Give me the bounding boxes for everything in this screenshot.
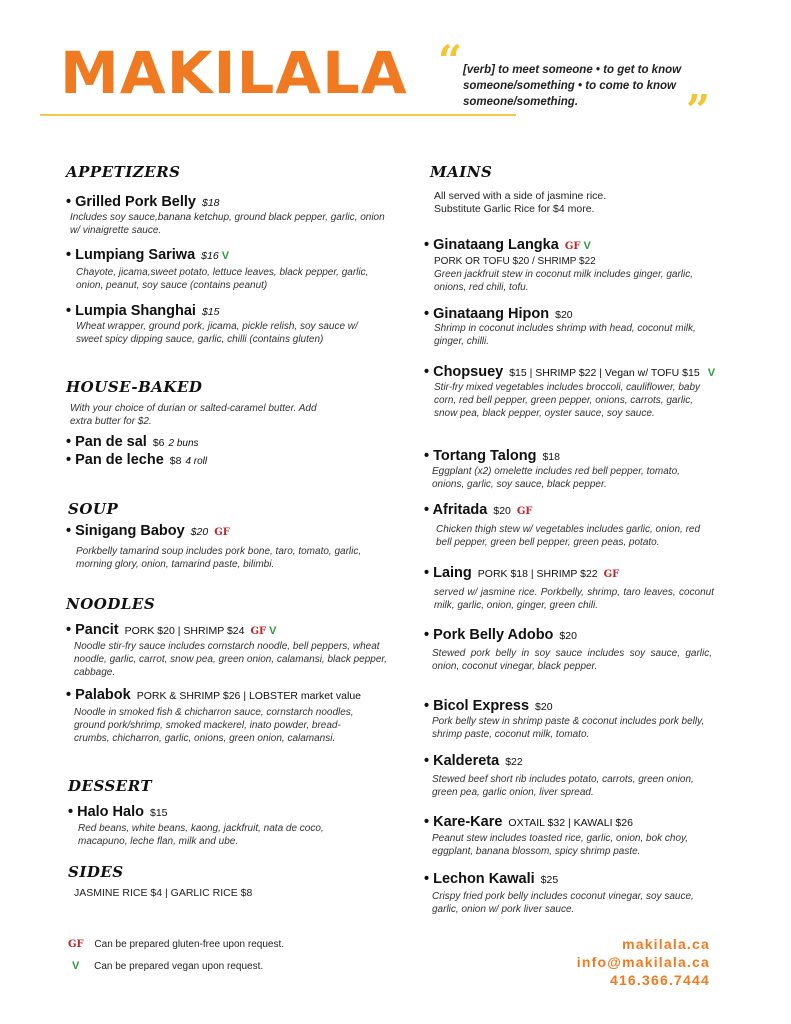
section-title-soup: SOUP bbox=[68, 500, 119, 518]
item-price: $20 bbox=[559, 630, 577, 642]
item-description: Wheat wrapper, ground pork, jicama, pickle relish, soy sauce w/ sweet spicy dipping sauce, garlic, chilli (contains gluten) bbox=[76, 321, 358, 345]
vegan-badge: V bbox=[221, 250, 230, 262]
section-title-mains: MAINS bbox=[430, 163, 493, 181]
mains-intro: All served with a side of jasmine rice. Substitute Garlic Rice for $4 more. bbox=[434, 190, 607, 215]
item-price: $16 bbox=[201, 250, 219, 262]
item-description: Noodle in smoked fish & chicharron sauce, cornstarch noodles, ground pork/shrimp, smoked mackerel, inato powder, bread- crumbs, chicharron, garlic, onions, green onion, calamansi. bbox=[74, 707, 354, 744]
menu-item-pan-de-leche: • Pan de leche $8 4 roll bbox=[66, 452, 208, 468]
item-price: $18 bbox=[542, 451, 560, 463]
item-note: 4 roll bbox=[185, 456, 208, 467]
menu-item-tortang-talong: • Tortang Talong $18 bbox=[424, 448, 560, 464]
menu-item-sinigang-baboy: • Sinigang Baboy $20 GF bbox=[66, 523, 230, 539]
menu-item-afritada: • Afritada $20 GF bbox=[424, 502, 533, 518]
section-title-noodles: NOODLES bbox=[66, 595, 156, 613]
item-price: $20 bbox=[190, 526, 209, 538]
item-description: Shrimp in coconut includes shrimp with head, coconut milk, ginger, chilli. bbox=[434, 323, 696, 347]
item-description: Includes soy sauce,banana ketchup, ground black pepper, garlic, onion w/ vinaigrette sauce. bbox=[70, 212, 385, 236]
item-price: PORK & SHRIMP $26 | LOBSTER market value bbox=[136, 690, 361, 702]
item-price: $6 bbox=[152, 437, 165, 449]
sides-list: JASMINE RICE $4 | GARLIC RICE $8 bbox=[74, 887, 253, 899]
item-note: 2 buns bbox=[168, 438, 199, 449]
item-price: $20 bbox=[535, 701, 553, 713]
item-description: Green jackfruit stew in coconut milk includes ginger, garlic, onions, red chili, tofu. bbox=[434, 269, 694, 293]
item-price: PORK $18 | SHRIMP $22 bbox=[477, 568, 598, 580]
contact-block bbox=[500, 935, 710, 989]
menu-item-pancit: • Pancit PORK $20 | SHRIMP $24 GF V bbox=[66, 622, 277, 638]
header-divider bbox=[40, 114, 516, 116]
gluten-free-badge: GF bbox=[516, 506, 533, 517]
item-description: Chayote, jicama,sweet potato, lettuce leaves, black pepper, garlic, onion, peanut, soy sauce (contains peanut) bbox=[76, 267, 369, 291]
item-price: $15 bbox=[149, 807, 168, 819]
vegan-badge: V bbox=[707, 367, 716, 379]
item-description: Pork belly stew in shrimp paste & coconut includes pork belly, shrimp paste, coconut milk, tomato. bbox=[432, 716, 705, 740]
item-price: $18 bbox=[201, 197, 220, 209]
menu-item-bicol-express: • Bicol Express $20 bbox=[424, 698, 553, 714]
item-description: Porkbelly tamarind soup includes pork bone, taro, tomato, garlic, morning glory, onion, tamarind paste, bilimbi. bbox=[76, 546, 362, 570]
menu-item-ginataang-hipon: • Ginataang Hipon $20 bbox=[424, 306, 573, 322]
menu-item-pork-belly-adobo: • Pork Belly Adobo $20 bbox=[424, 627, 577, 643]
gluten-free-badge: GF bbox=[68, 939, 84, 950]
menu-item-ginataang-langka: • Ginataang Langka GF V bbox=[424, 237, 591, 253]
quote-open-mark: “ bbox=[438, 36, 463, 85]
menu-item-halo-halo: • Halo Halo $15 bbox=[68, 804, 168, 820]
vegan-badge: V bbox=[269, 625, 277, 637]
menu-item-lumpia-shanghai: • Lumpia Shanghai $15 bbox=[66, 303, 220, 319]
item-description: Stewed pork belly in soy sauce includes soy sauce, garlic, onion, coconut vinegar, black pepper. bbox=[432, 648, 712, 672]
house-baked-intro: With your choice of durian or salted-caramel butter. Add extra butter for $2. bbox=[70, 403, 317, 427]
item-description: Stir-fry mixed vegetables includes broccoli, cauliflower, baby corn, red bell pepper, green pepper, onions, carrots, garlic, snow pea, black pepper, oyster sauce, soy sauce. bbox=[434, 382, 701, 419]
item-options: PORK OR TOFU $20 / SHRIMP $22 bbox=[434, 256, 596, 267]
menu-item-chopsuey: • Chopsuey $15 | SHRIMP $22 | Vegan w/ TOFU $15 V bbox=[424, 364, 716, 380]
section-title-dessert: DESSERT bbox=[68, 777, 153, 795]
gluten-free-badge: GF bbox=[603, 569, 620, 580]
item-price: $22 bbox=[505, 756, 523, 768]
vegan-badge: V bbox=[72, 960, 80, 972]
item-description: Eggplant (x2) omelette includes red bell pepper, tomato, onions, garlic, soy sauce, black pepper. bbox=[432, 466, 680, 490]
section-title-sides: SIDES bbox=[68, 863, 124, 881]
menu-item-palabok: • Palabok PORK & SHRIMP $26 | LOBSTER market value bbox=[66, 687, 361, 703]
quote-close-mark: ” bbox=[686, 86, 711, 135]
item-description: served w/ jasmine rice. Porkbelly, shrimp, taro leaves, coconut milk, garlic, onion, ginger, green chili. bbox=[434, 587, 714, 611]
item-description: Peanut stew includes toasted rice, garlic, onion, bok choy, eggplant, banana blossom, spicy shrimp paste. bbox=[432, 833, 689, 857]
item-price: PORK $20 | SHRIMP $24 bbox=[124, 625, 245, 637]
menu-item-pan-de-sal: • Pan de sal $6 2 buns bbox=[66, 434, 199, 450]
section-title-appetizers: APPETIZERS bbox=[66, 163, 181, 181]
item-description: Chicken thigh stew w/ vegetables includes garlic, onion, red bell pepper, green bell pepper, green peas, potato. bbox=[436, 524, 701, 548]
restaurant-logo: MAKILALA bbox=[60, 39, 408, 107]
menu-item-lechon-kawali: • Lechon Kawali $25 bbox=[424, 871, 559, 887]
menu-item-kare-kare: • Kare-Kare OXTAIL $32 | KAWALI $26 bbox=[424, 814, 633, 830]
brand-definition: [verb] to meet someone • to get to know someone/something • to come to know someone/something. bbox=[463, 64, 682, 108]
vegan-badge: V bbox=[583, 240, 591, 252]
gluten-free-badge: GF bbox=[250, 626, 267, 637]
menu-item-grilled-pork-belly: • Grilled Pork Belly $18 bbox=[66, 194, 220, 210]
item-price: $8 bbox=[169, 455, 182, 467]
phone-link[interactable]: 416.366.7444 bbox=[609, 972, 710, 988]
item-description: Crispy fried pork belly includes coconut vinegar, soy sauce, garlic, onion w/ pork liver sauce. bbox=[432, 891, 694, 915]
legend-gluten-free: GF Can be prepared gluten-free upon request. bbox=[68, 939, 284, 950]
item-description: Stewed beef short rib includes potato, carrots, green onion, green pea, garlic onion, liver spread. bbox=[432, 774, 694, 798]
website-link[interactable]: makilala.ca bbox=[622, 936, 710, 952]
menu-item-laing: • Laing PORK $18 | SHRIMP $22 GF bbox=[424, 565, 620, 581]
item-price: $15 bbox=[201, 306, 220, 318]
item-description: Red beans, white beans, kaong, jackfruit, nata de coco, macapuno, leche flan, milk and ube. bbox=[78, 823, 324, 847]
gluten-free-badge: GF bbox=[214, 527, 230, 538]
email-link[interactable]: info@makilala.ca bbox=[576, 954, 710, 970]
item-price: $20 bbox=[493, 505, 511, 517]
item-price: OXTAIL $32 | KAWALI $26 bbox=[508, 817, 633, 829]
section-title-house-baked: HOUSE-BAKED bbox=[66, 378, 203, 396]
menu-item-kaldereta: • Kaldereta $22 bbox=[424, 753, 523, 769]
item-description: Noodle stir-fry sauce includes cornstarch noodle, bell peppers, wheat noodle, garlic, carrot, snow pea, green onion, calamansi, black pepper, cabbage. bbox=[74, 641, 387, 678]
menu-item-lumpiang-sariwa: • Lumpiang Sariwa $16 V bbox=[66, 247, 230, 263]
item-price: $20 bbox=[555, 309, 573, 321]
legend-vegan: V Can be prepared vegan upon request. bbox=[72, 960, 264, 972]
item-price: $25 bbox=[540, 874, 559, 886]
item-price: $15 | SHRIMP $22 | Vegan w/ TOFU $15 bbox=[509, 367, 700, 379]
gluten-free-badge: GF bbox=[564, 241, 581, 252]
